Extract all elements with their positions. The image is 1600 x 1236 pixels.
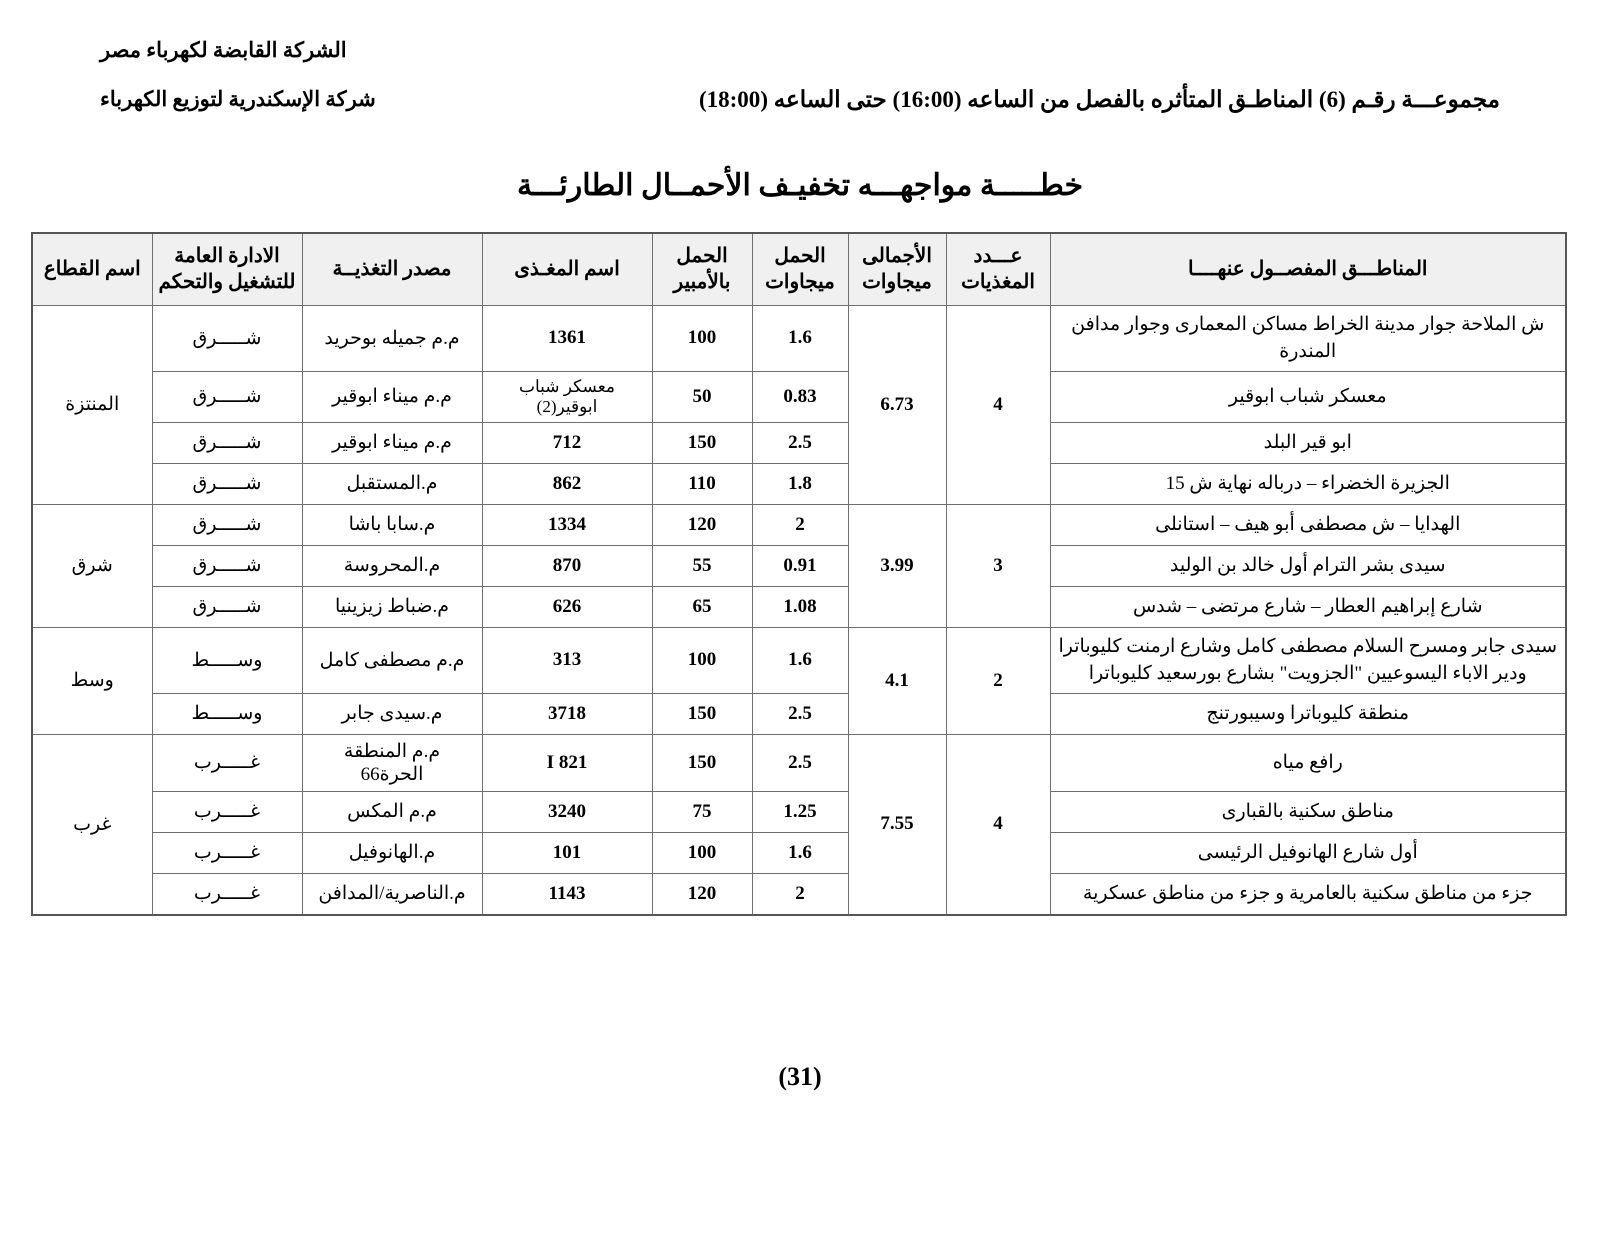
column-header-control-admin-line1: الادارة العامة bbox=[174, 245, 280, 267]
table-header-row bbox=[32, 233, 1566, 305]
table-row bbox=[32, 693, 1566, 734]
cell-areas: أول شارع الهانوفيل الرئيسى bbox=[1050, 832, 1566, 873]
cell-load-mw: 2.5 bbox=[752, 693, 848, 734]
cell-feed-source: م.م ميناء ابوقير bbox=[302, 371, 482, 422]
cell-load-mw: 0.83 bbox=[752, 371, 848, 422]
cell-feed-source: م.م ميناء ابوقير bbox=[302, 422, 482, 463]
cell-areas: جزء من مناطق سكنية بالعامرية و جزء من مناطق عسكرية bbox=[1050, 873, 1566, 915]
cell-feeder-name: 1361 bbox=[482, 305, 652, 371]
cell-load-amp: 100 bbox=[652, 627, 752, 693]
cell-feed-source: م.م المكس bbox=[302, 791, 482, 832]
cell-control-admin: شـــــرق bbox=[152, 305, 302, 371]
cell-areas: مناطق سكنية بالقبارى bbox=[1050, 791, 1566, 832]
header-spacer-left bbox=[1499, 38, 1500, 39]
cell-feed-source: م.م المنطقة الحرة66 bbox=[302, 734, 482, 791]
cell-load-mw: 1.6 bbox=[752, 627, 848, 693]
column-header-load-amp-line1: الحمل bbox=[676, 245, 728, 267]
cell-control-admin: غـــــرب bbox=[152, 791, 302, 832]
cell-feeder-name: 862 bbox=[482, 463, 652, 504]
cell-feeder-name: معسكر شباب ابوقير(2) bbox=[482, 371, 652, 422]
column-header-load-mw-line2: ميجاوات bbox=[765, 271, 835, 294]
cell-total-mw: 7.55 bbox=[848, 734, 946, 915]
column-header-control-admin bbox=[152, 233, 302, 305]
cell-areas: ابو قير البلد bbox=[1050, 422, 1566, 463]
header-row-second bbox=[0, 63, 1600, 113]
cell-sector: غرب bbox=[32, 734, 152, 915]
load-shedding-table-wrapper bbox=[33, 232, 1567, 916]
column-header-load-amp bbox=[652, 233, 752, 305]
column-header-load-amp-line2: بالأمبير bbox=[673, 271, 731, 294]
table-row bbox=[32, 545, 1566, 586]
cell-feed-source: م.المستقبل bbox=[302, 463, 482, 504]
cell-feeder-name: 3240 bbox=[482, 791, 652, 832]
cell-areas: ش الملاحة جوار مدينة الخراط مساكن المعمارى وجوار مدافن المندرة bbox=[1050, 305, 1566, 371]
cell-load-amp: 75 bbox=[652, 791, 752, 832]
cell-areas: الهدايا – ش مصطفى أبو هيف – استانلى bbox=[1050, 504, 1566, 545]
cell-control-admin: شـــــرق bbox=[152, 545, 302, 586]
cell-total-mw: 3.99 bbox=[848, 504, 946, 627]
cell-load-mw: 0.91 bbox=[752, 545, 848, 586]
cell-load-mw: 1.08 bbox=[752, 586, 848, 627]
cell-feed-source: م.ضباط زيزينيا bbox=[302, 586, 482, 627]
cell-total-mw: 6.73 bbox=[848, 305, 946, 504]
cell-load-amp: 150 bbox=[652, 422, 752, 463]
cell-control-admin: شـــــرق bbox=[152, 422, 302, 463]
cell-feeder-count: 4 bbox=[946, 734, 1050, 915]
page-title: خطـــــة مواجهـــه تخفيـف الأحمــال الطارئـــة bbox=[516, 169, 1084, 202]
cell-load-mw: 2.5 bbox=[752, 734, 848, 791]
table-row bbox=[32, 422, 1566, 463]
holding-company-name: الشركة القابضة لكهرباء مصر bbox=[100, 38, 347, 62]
cell-load-amp: 100 bbox=[652, 832, 752, 873]
cell-load-amp: 150 bbox=[652, 693, 752, 734]
table-row bbox=[32, 832, 1566, 873]
cell-load-amp: 110 bbox=[652, 463, 752, 504]
column-header-total-mw-line1: الأجمالى bbox=[862, 245, 932, 267]
column-header-control-admin-line2: للتشغيل والتحكم bbox=[158, 271, 296, 294]
page-number: (31) bbox=[778, 1062, 822, 1091]
cell-load-mw: 1.6 bbox=[752, 832, 848, 873]
cell-load-mw: 1.8 bbox=[752, 463, 848, 504]
cell-feeder-count: 4 bbox=[946, 305, 1050, 504]
load-shedding-table bbox=[31, 232, 1567, 916]
document-header bbox=[0, 0, 1600, 113]
column-header-load-mw-line1: الحمل bbox=[774, 245, 826, 267]
cell-feed-source: م.الناصرية/المدافن bbox=[302, 873, 482, 915]
cell-areas: شارع إبراهيم العطار – شارع مرتضى – شدس bbox=[1050, 586, 1566, 627]
cell-control-admin: وســـــط bbox=[152, 693, 302, 734]
cell-feed-source: م.الهانوفيل bbox=[302, 832, 482, 873]
column-header-feeder-count-line2: المغذيات bbox=[961, 271, 1035, 294]
column-header-total-mw bbox=[848, 233, 946, 305]
cell-areas: سيدى جابر ومسرح السلام مصطفى كامل وشارع ارمنت كليوباترا ودير الاباء اليسوعيين "الجزويت" بشارع بورسعيد كليوباترا bbox=[1050, 627, 1566, 693]
cell-load-mw: 2 bbox=[752, 873, 848, 915]
distribution-company-name: شركة الإسكندرية لتوزيع الكهرباء bbox=[100, 87, 376, 111]
cell-load-amp: 150 bbox=[652, 734, 752, 791]
cell-control-admin: وســـــط bbox=[152, 627, 302, 693]
cell-feeder-name: 1143 bbox=[482, 873, 652, 915]
table-row bbox=[32, 371, 1566, 422]
cell-feed-source: م.م مصطفى كامل bbox=[302, 627, 482, 693]
cell-load-amp: 100 bbox=[652, 305, 752, 371]
cell-feeder-name: 3718 bbox=[482, 693, 652, 734]
cell-areas: معسكر شباب ابوقير bbox=[1050, 371, 1566, 422]
cell-control-admin: شـــــرق bbox=[152, 504, 302, 545]
cell-feeder-count: 3 bbox=[946, 504, 1050, 627]
column-header-feeder-name: اسم المغـذى bbox=[482, 233, 652, 305]
table-row bbox=[32, 873, 1566, 915]
group-subtitle: مجموعـــة رقـم (6) المناطـق المتأثره بالفصل من الساعه (16:00) حتى الساعه (18:00) bbox=[698, 87, 1500, 112]
cell-total-mw: 4.1 bbox=[848, 627, 946, 734]
cell-control-admin: شـــــرق bbox=[152, 463, 302, 504]
cell-load-mw: 2 bbox=[752, 504, 848, 545]
header-row-top bbox=[0, 0, 1600, 63]
column-header-sector: اسم القطاع bbox=[32, 233, 152, 305]
cell-load-mw: 2.5 bbox=[752, 422, 848, 463]
column-header-areas: المناطـــق المفصــول عنهــــا bbox=[1050, 233, 1566, 305]
cell-control-admin: شـــــرق bbox=[152, 371, 302, 422]
cell-feeder-name: 313 bbox=[482, 627, 652, 693]
cell-feeder-name: 1334 bbox=[482, 504, 652, 545]
cell-feeder-name: 712 bbox=[482, 422, 652, 463]
cell-feeder-name: I 821 bbox=[482, 734, 652, 791]
cell-feeder-name: 101 bbox=[482, 832, 652, 873]
cell-control-admin: غـــــرب bbox=[152, 873, 302, 915]
cell-load-amp: 55 bbox=[652, 545, 752, 586]
cell-feed-source: م.م جميله بوحريد bbox=[302, 305, 482, 371]
table-row bbox=[32, 791, 1566, 832]
table-row bbox=[32, 305, 1566, 371]
table-row bbox=[32, 504, 1566, 545]
cell-load-amp: 120 bbox=[652, 504, 752, 545]
cell-feeder-name: 626 bbox=[482, 586, 652, 627]
table-body bbox=[32, 305, 1566, 915]
cell-sector: شرق bbox=[32, 504, 152, 627]
column-header-feeder-count-line1: عـــدد bbox=[973, 245, 1023, 267]
cell-load-amp: 50 bbox=[652, 371, 752, 422]
cell-areas: رافع مياه bbox=[1050, 734, 1566, 791]
cell-areas: منطقة كليوباترا وسيبورتنج bbox=[1050, 693, 1566, 734]
cell-control-admin: غـــــرب bbox=[152, 734, 302, 791]
table-row bbox=[32, 627, 1566, 693]
cell-feed-source: م.سابا باشا bbox=[302, 504, 482, 545]
cell-feed-source: م.المحروسة bbox=[302, 545, 482, 586]
cell-feeder-count: 2 bbox=[946, 627, 1050, 734]
column-header-total-mw-line2: ميجاوات bbox=[862, 271, 932, 294]
cell-areas: الجزيرة الخضراء – درباله نهاية ش 15 bbox=[1050, 463, 1566, 504]
cell-load-mw: 1.6 bbox=[752, 305, 848, 371]
cell-areas: سيدى بشر الترام أول خالد بن الوليد bbox=[1050, 545, 1566, 586]
table-row bbox=[32, 586, 1566, 627]
column-header-load-mw bbox=[752, 233, 848, 305]
cell-sector: المنتزة bbox=[32, 305, 152, 504]
cell-sector: وسط bbox=[32, 627, 152, 734]
cell-load-amp: 120 bbox=[652, 873, 752, 915]
cell-feeder-name: 870 bbox=[482, 545, 652, 586]
cell-control-admin: غـــــرب bbox=[152, 832, 302, 873]
cell-load-mw: 1.25 bbox=[752, 791, 848, 832]
table-row bbox=[32, 734, 1566, 791]
cell-load-amp: 65 bbox=[652, 586, 752, 627]
table-row bbox=[32, 463, 1566, 504]
cell-feed-source: م.سيدى جابر bbox=[302, 693, 482, 734]
column-header-feed-source: مصدر التغذيــة bbox=[302, 233, 482, 305]
column-header-feeder-count bbox=[946, 233, 1050, 305]
cell-control-admin: شـــــرق bbox=[152, 586, 302, 627]
